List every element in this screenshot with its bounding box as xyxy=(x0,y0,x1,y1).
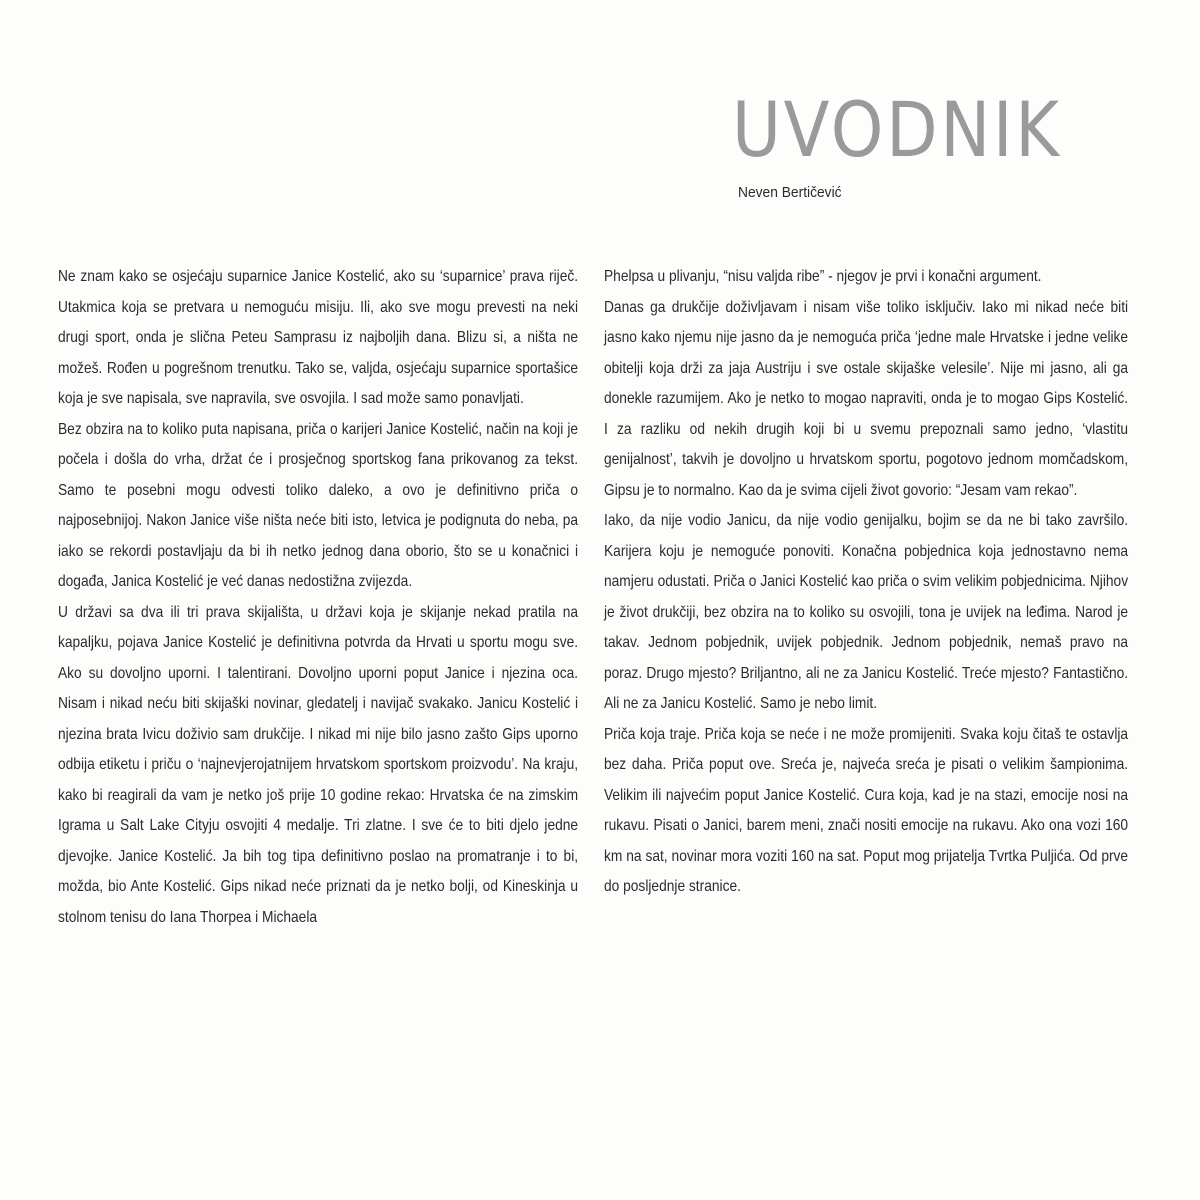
right-text-column xyxy=(604,262,1128,903)
paragraph: Phelpsa u plivanju, “nisu valjda ribe” - njegov je prvi i konačni argument. xyxy=(604,268,1042,285)
author-byline: Neven Bertičević xyxy=(738,184,842,201)
paragraph: Bez obzira na to koliko puta napisana, priča o karijeri Janice Kostelić, način na koji je počela i došla do vrha, držat će i prosječnog sportskog fana prikovanog za tekst. Samo te posebni mogu odvesti toliko daleko, a ovo je definitivno priča o najposebnijoj. Nakon Janice više ništa neće biti isto, letvica je podignuta do neba, pa iako se rekordi postavljaju da bi ih netko jednog dana oborio, što se u konačnici i događa, Janica Kostelić je već danas nedostižna zvijezda. xyxy=(58,420,579,590)
paragraph: Priča koja traje. Priča koja se neće i ne može promijeniti. Svaka koju čitaš te ostavlja bez daha. Priča poput ove. Sreća je, najveća sreća je pisati o velikim šampionima. Velikim ili najvećim poput Janice Kostelić. Cura koja, kad je na stazi, emocije nosi na rukavu. Pisati o Janici, barem meni, znači nositi emocije na rukavu. Ako ona vozi 160 km na sat, novinar mora voziti 160 na sat. Poput mog prijatelja Tvrtka Puljića. Od prve do posljednje stranice. xyxy=(604,725,1129,895)
paragraph: Iako, da nije vodio Janicu, da nije vodio genijalku, bojim se da ne bi tako završilo. Karijera koju je nemoguće ponoviti. Konačna pobjednica koja jednostavno nema namjeru odustati. Priča o Janici Kostelić kao priča o svim velikim pobjednicima. Njihov je život drukčiji, bez obzira na to koliko su osvojili, tona je uvijek na leđima. Narod je takav. Jednom pobjednik, uvijek pobjednik. Jednom pobjednik, nemaš pravo na poraz. Drugo mjesto? Briljantno, ali ne za Janicu Kostelić. Treće mjesto? Fantastično. Ali ne za Janicu Kostelić. Samo je nebo limit. xyxy=(604,512,1129,712)
paragraph: U državi sa dva ili tri prava skijališta, u državi koja je skijanje nekad pratila na kapaljku, pojava Janice Kostelić je definitivna potvrda da Hrvati u sportu mogu sve. Ako su dovoljno uporni. I talentirani. Dovoljno uporni poput Janice i njezina oca. Nisam i nikad neću biti skijaški novinar, gledatelj i navijač svakako. Janicu Kostelić i njezina brata Ivicu doživio sam drukčije. I nikad mi nije bilo jasno zašto Gips uporno odbija etiketu i priču o ‘najnevjerojatnijem hrvatskom sportskom proizvodu’. Na kraju, kako bi reagirali da vam je netko još prije 10 godine rekao: Hrvatska će na zimskim Igrama u Salt Lake Cityju osvojiti 4 medalje. Tri zlatne. I sve će to biti djelo jedne djevojke. Janice Kostelić. Ja bih tog tipa definitivno poslao na promatranje i to bi, možda, bio Ante Kostelić. Gips nikad neće priznati da je netko bolji, od Kineskinja u stolnom tenisu do Iana Thorpea i Michaela xyxy=(58,603,579,926)
paragraph: Danas ga drukčije doživljavam i nisam više toliko isključiv. Iako mi nikad neće biti jasno kako njemu nije jasno da je nemoguća priča ‘jedne male Hrvatske i jedne velike obitelji koja drži za jaja Austriju i sve ostale skijaške velesile’. Nije mi jasno, ali ga donekle razumijem. Ako je netko to mogao napraviti, onda je to mogao Gips Kostelić. I za razliku od nekih drugih koji bi u svemu prepoznali samo jedno, ‘vlastitu genijalnost’, takvih je dovoljno u hrvatskom sportu, pogotovo jednom momčadskom, Gipsu je to normalno. Kao da je svima cijeli život govorio: “Jesam vam rekao”. xyxy=(604,298,1129,499)
paragraph: Ne znam kako se osjećaju suparnice Janice Kostelić, ako su ‘suparnice’ prava riječ. Utakmica koja se pretvara u nemoguću misiju. Ili, ako sve mogu prevesti na neki drugi sport, onda je slična Peteu Samprasu iz najboljih dana. Blizu si, a ništa ne možeš. Rođen u pogrešnom trenutku. Tako se, valjda, osjećaju suparnice sportašice koja je sve napisala, sve napravila, sve osvojila. I sad može samo ponavljati. xyxy=(58,268,579,407)
page-title: UVODNIK xyxy=(732,85,1062,174)
left-text-column xyxy=(58,262,578,933)
